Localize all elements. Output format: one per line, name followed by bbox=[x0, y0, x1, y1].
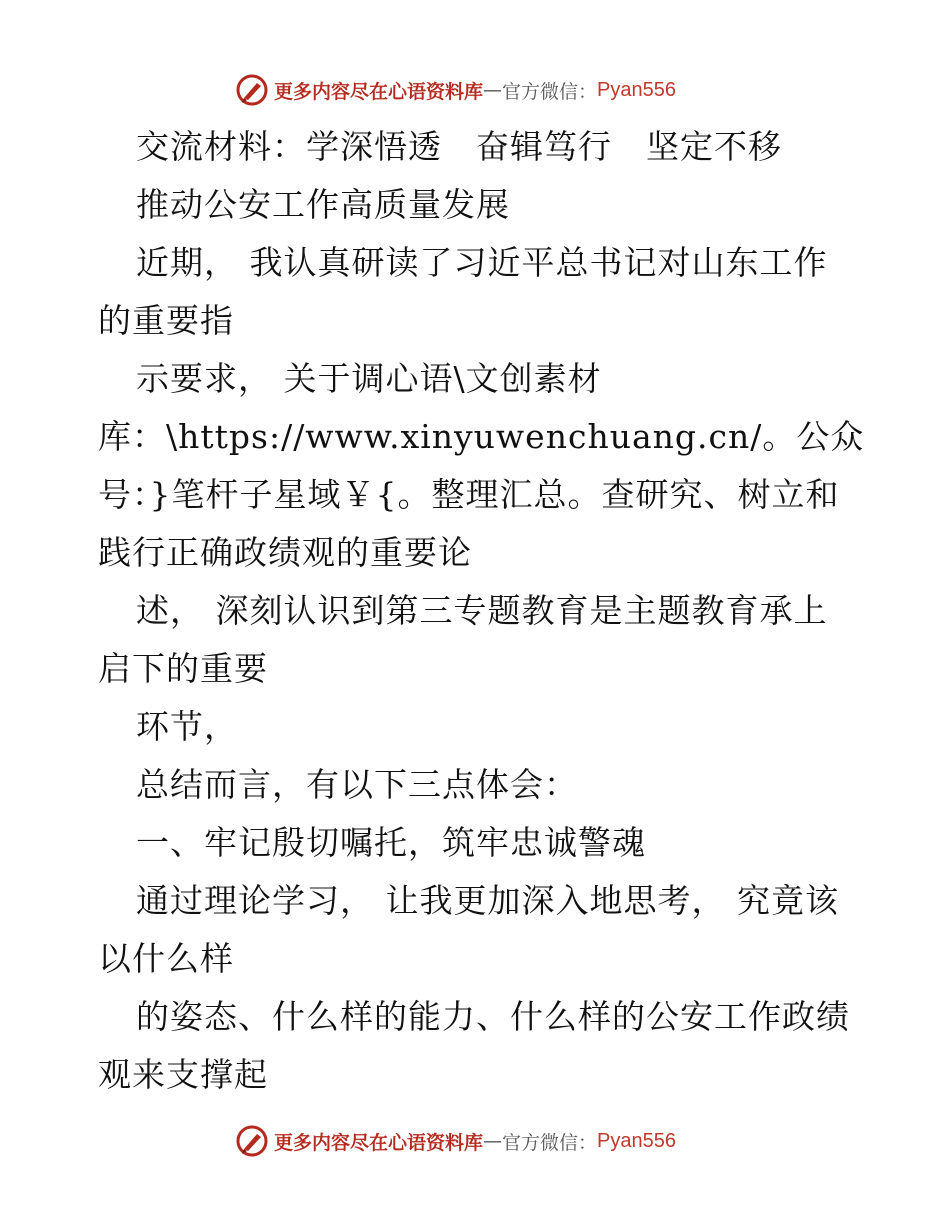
red-pen-logo-icon bbox=[235, 73, 269, 107]
paragraph-line: 以什么样 bbox=[98, 939, 234, 978]
watermark-wechat-id: Pyan556 bbox=[597, 1129, 676, 1152]
watermark-main-text: 更多内容尽在心语资料库 bbox=[274, 80, 484, 103]
watermark-official-label: 官方微信： bbox=[502, 80, 598, 103]
paragraph-line: 总结而言，有以下三点体会： bbox=[136, 765, 578, 804]
watermark-separator: — bbox=[483, 79, 503, 101]
watermark-wechat-id: Pyan556 bbox=[597, 78, 676, 101]
paragraph-line: 启下的重要 bbox=[98, 649, 268, 688]
watermark-official-label: 官方微信： bbox=[502, 1131, 598, 1154]
paragraph-line: 通过理论学习， 让我更加深入地思考， 究竟该 bbox=[136, 881, 839, 920]
watermark-main-text: 更多内容尽在心语资料库 bbox=[274, 1131, 484, 1154]
paragraph-line: 库：\https://www.xinyuwenchuang.cn/。公众 bbox=[98, 417, 865, 456]
paragraph-line: 观来支撑起 bbox=[98, 1055, 268, 1094]
footer-watermark bbox=[235, 1123, 676, 1159]
paragraph-line: 述， 深刻认识到第三专题教育是主题教育承上 bbox=[136, 591, 828, 630]
paragraph-line: 环节， bbox=[136, 707, 238, 746]
paragraph-line: 近期， 我认真研读了习近平总书记对山东工作 bbox=[136, 243, 828, 282]
paragraph-line: 践行正确政绩观的重要论 bbox=[98, 533, 472, 572]
section-heading: 一、牢记殷切嘱托，筑牢忠诚警魂 bbox=[136, 823, 646, 862]
paragraph-line: 示要求， 关于调心语\文创素材 bbox=[136, 359, 602, 398]
document-body bbox=[98, 118, 865, 1104]
red-pen-logo-icon bbox=[235, 1124, 269, 1158]
paragraph-line: 号：}笔杆子星域￥{。整理汇总。查研究、树立和 bbox=[98, 475, 840, 514]
doc-title-line-2: 推动公安工作高质量发展 bbox=[136, 185, 510, 224]
paragraph-line: 的姿态、什么样的能力、什么样的公安工作政绩 bbox=[136, 997, 850, 1036]
doc-title-line-1: 交流材料：学深悟透 奋辑笃行 坚定不移 bbox=[136, 127, 782, 166]
paragraph-line: 的重要指 bbox=[98, 301, 234, 340]
watermark-separator: — bbox=[483, 1130, 503, 1152]
header-watermark bbox=[235, 72, 676, 108]
